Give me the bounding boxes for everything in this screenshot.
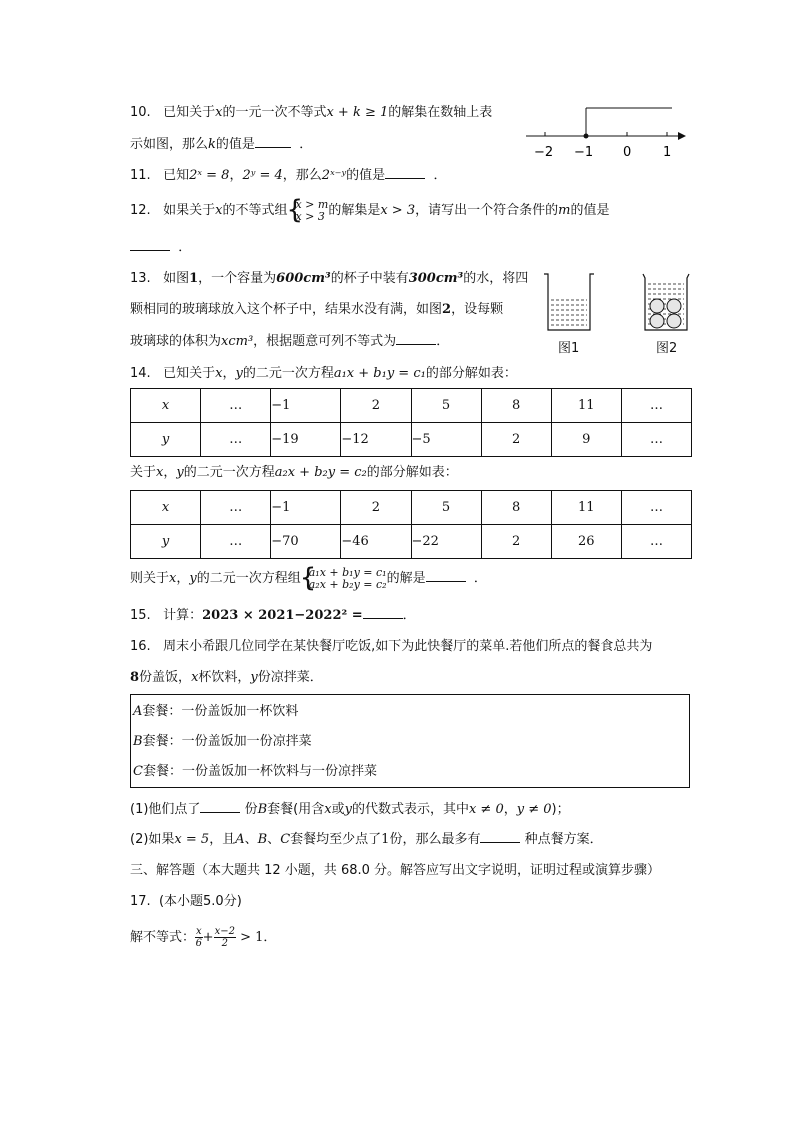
glass-ball <box>650 299 664 313</box>
equation-system: { a₁x + b₁y = c₁ a₂x + b₂y = c₂ <box>301 567 387 591</box>
solution-table-1 <box>130 388 692 457</box>
figure-caption-1: 图1 <box>558 341 580 356</box>
answer-blank[interactable] <box>363 605 403 619</box>
figure-caption-2: 图2 <box>656 341 678 356</box>
q14-line2: 关于x，y的二元一次方程a₂x + b₂y = c₂的部分解如表： <box>130 465 458 480</box>
fraction: $\frac{x-2}{2}$ <box>214 926 235 949</box>
q17-header: 17. (本小题5.0分) <box>130 894 242 909</box>
answer-blank[interactable] <box>480 829 520 843</box>
q16-part1: (1)他们点了 份B套餐(用含x或y的代数式表示，其中x ≠ 0，y ≠ 0)； <box>130 799 570 820</box>
q14-line1: 14. 已知关于x，y的二元一次方程a₁x + b₁y = c₁的部分解如表： <box>130 366 517 381</box>
answer-blank[interactable] <box>200 799 240 813</box>
glass-ball <box>650 314 664 328</box>
answer-blank[interactable] <box>426 568 466 582</box>
tick-label: −2 <box>534 145 554 160</box>
tick-label: −1 <box>574 145 594 160</box>
q12-line1: 12. 如果关于x的不等式组 { x > m x > 3 的解集是x > 3，请写出一个符合条件的m的值是 <box>130 198 609 224</box>
q15-line: 15. 计算：2023 × 2021−2022² = ． <box>130 605 416 626</box>
section-heading: 三、解答题（本大题共 12 小题，共 68.0 分。解答应写出文字说明，证明过程或演算步骤） <box>130 863 661 878</box>
answer-blank[interactable] <box>385 165 425 179</box>
answer-blank[interactable] <box>130 237 170 251</box>
table-row: x … −1 2 5 8 11 … <box>131 389 692 423</box>
q16-line2: 8份盖饭，x杯饮料，y份凉拌菜． <box>130 670 323 685</box>
answer-blank[interactable] <box>396 331 436 345</box>
menu-box <box>130 694 690 788</box>
solid-point <box>584 134 589 139</box>
q12-line2: ． <box>130 237 191 258</box>
axis-arrow-icon <box>678 132 686 140</box>
table-row: y … −70 −46 −22 2 26 … <box>131 525 692 559</box>
table-row: y … −19 −12 −5 2 9 … <box>131 423 692 457</box>
q14-line3: 则关于x，y的二元一次方程组 { a₁x + b₁y = c₁ a₂x + b₂y = c₂ 的解是 ． <box>130 565 487 593</box>
q16-line1: 16. 周末小希跟几位同学在某快餐厅吃饭,如下为此快餐厅的菜单.若他们所点的餐食总共为 <box>130 639 653 654</box>
q13-line3: 玻璃球的体积为xcm³，根据题意可列不等式为 ． <box>130 331 449 352</box>
glass-ball <box>667 299 681 313</box>
table-row: x … −1 2 5 8 11 … <box>131 491 692 525</box>
cup-figure-2 <box>637 270 695 334</box>
q10-line1: 10. 已知关于x的一元一次不等式x + k ≥ 1的解集在数轴上表 <box>130 105 493 120</box>
inequality-system: { x > m x > 3 <box>287 199 328 223</box>
tick-label: 1 <box>663 145 672 160</box>
fraction: $\frac{x}{6}$ <box>195 926 203 949</box>
q13-line1: 13. 如图1，一个容量为600cm³的杯子中装有300cm³的水，将四 <box>130 271 529 286</box>
number-line-figure <box>520 100 690 162</box>
q10-line2: 示如图，那么k的值是 ． <box>130 134 312 155</box>
solution-table-2 <box>130 490 692 559</box>
answer-blank[interactable] <box>255 134 291 148</box>
menu-item: A套餐：一份盖饭加一杯饮料 <box>133 704 299 719</box>
menu-item: C套餐：一份盖饭加一杯饮料与一份凉拌菜 <box>133 764 377 779</box>
q13-line2: 颗相同的玻璃球放入这个杯子中，结果水没有满，如图2，设每颗 <box>130 302 504 317</box>
glass-ball <box>667 314 681 328</box>
q16-part2: (2)如果x = 5，且A、B、C套餐均至少点了1份，那么最多有 种点餐方案． <box>130 829 603 850</box>
cup-figure-1 <box>540 270 598 334</box>
q17-line: 解不等式： $\frac{x}{6}$ + $\frac{x-2}{2}$ > 1． <box>130 926 277 949</box>
menu-item: B套餐：一份盖饭加一份凉拌菜 <box>133 734 312 749</box>
tick-label: 0 <box>623 145 632 160</box>
q11-line: 11. 已知2ˣ = 8，2ʸ = 4，那么2ˣ⁻ʸ的值是 ． <box>130 165 446 186</box>
